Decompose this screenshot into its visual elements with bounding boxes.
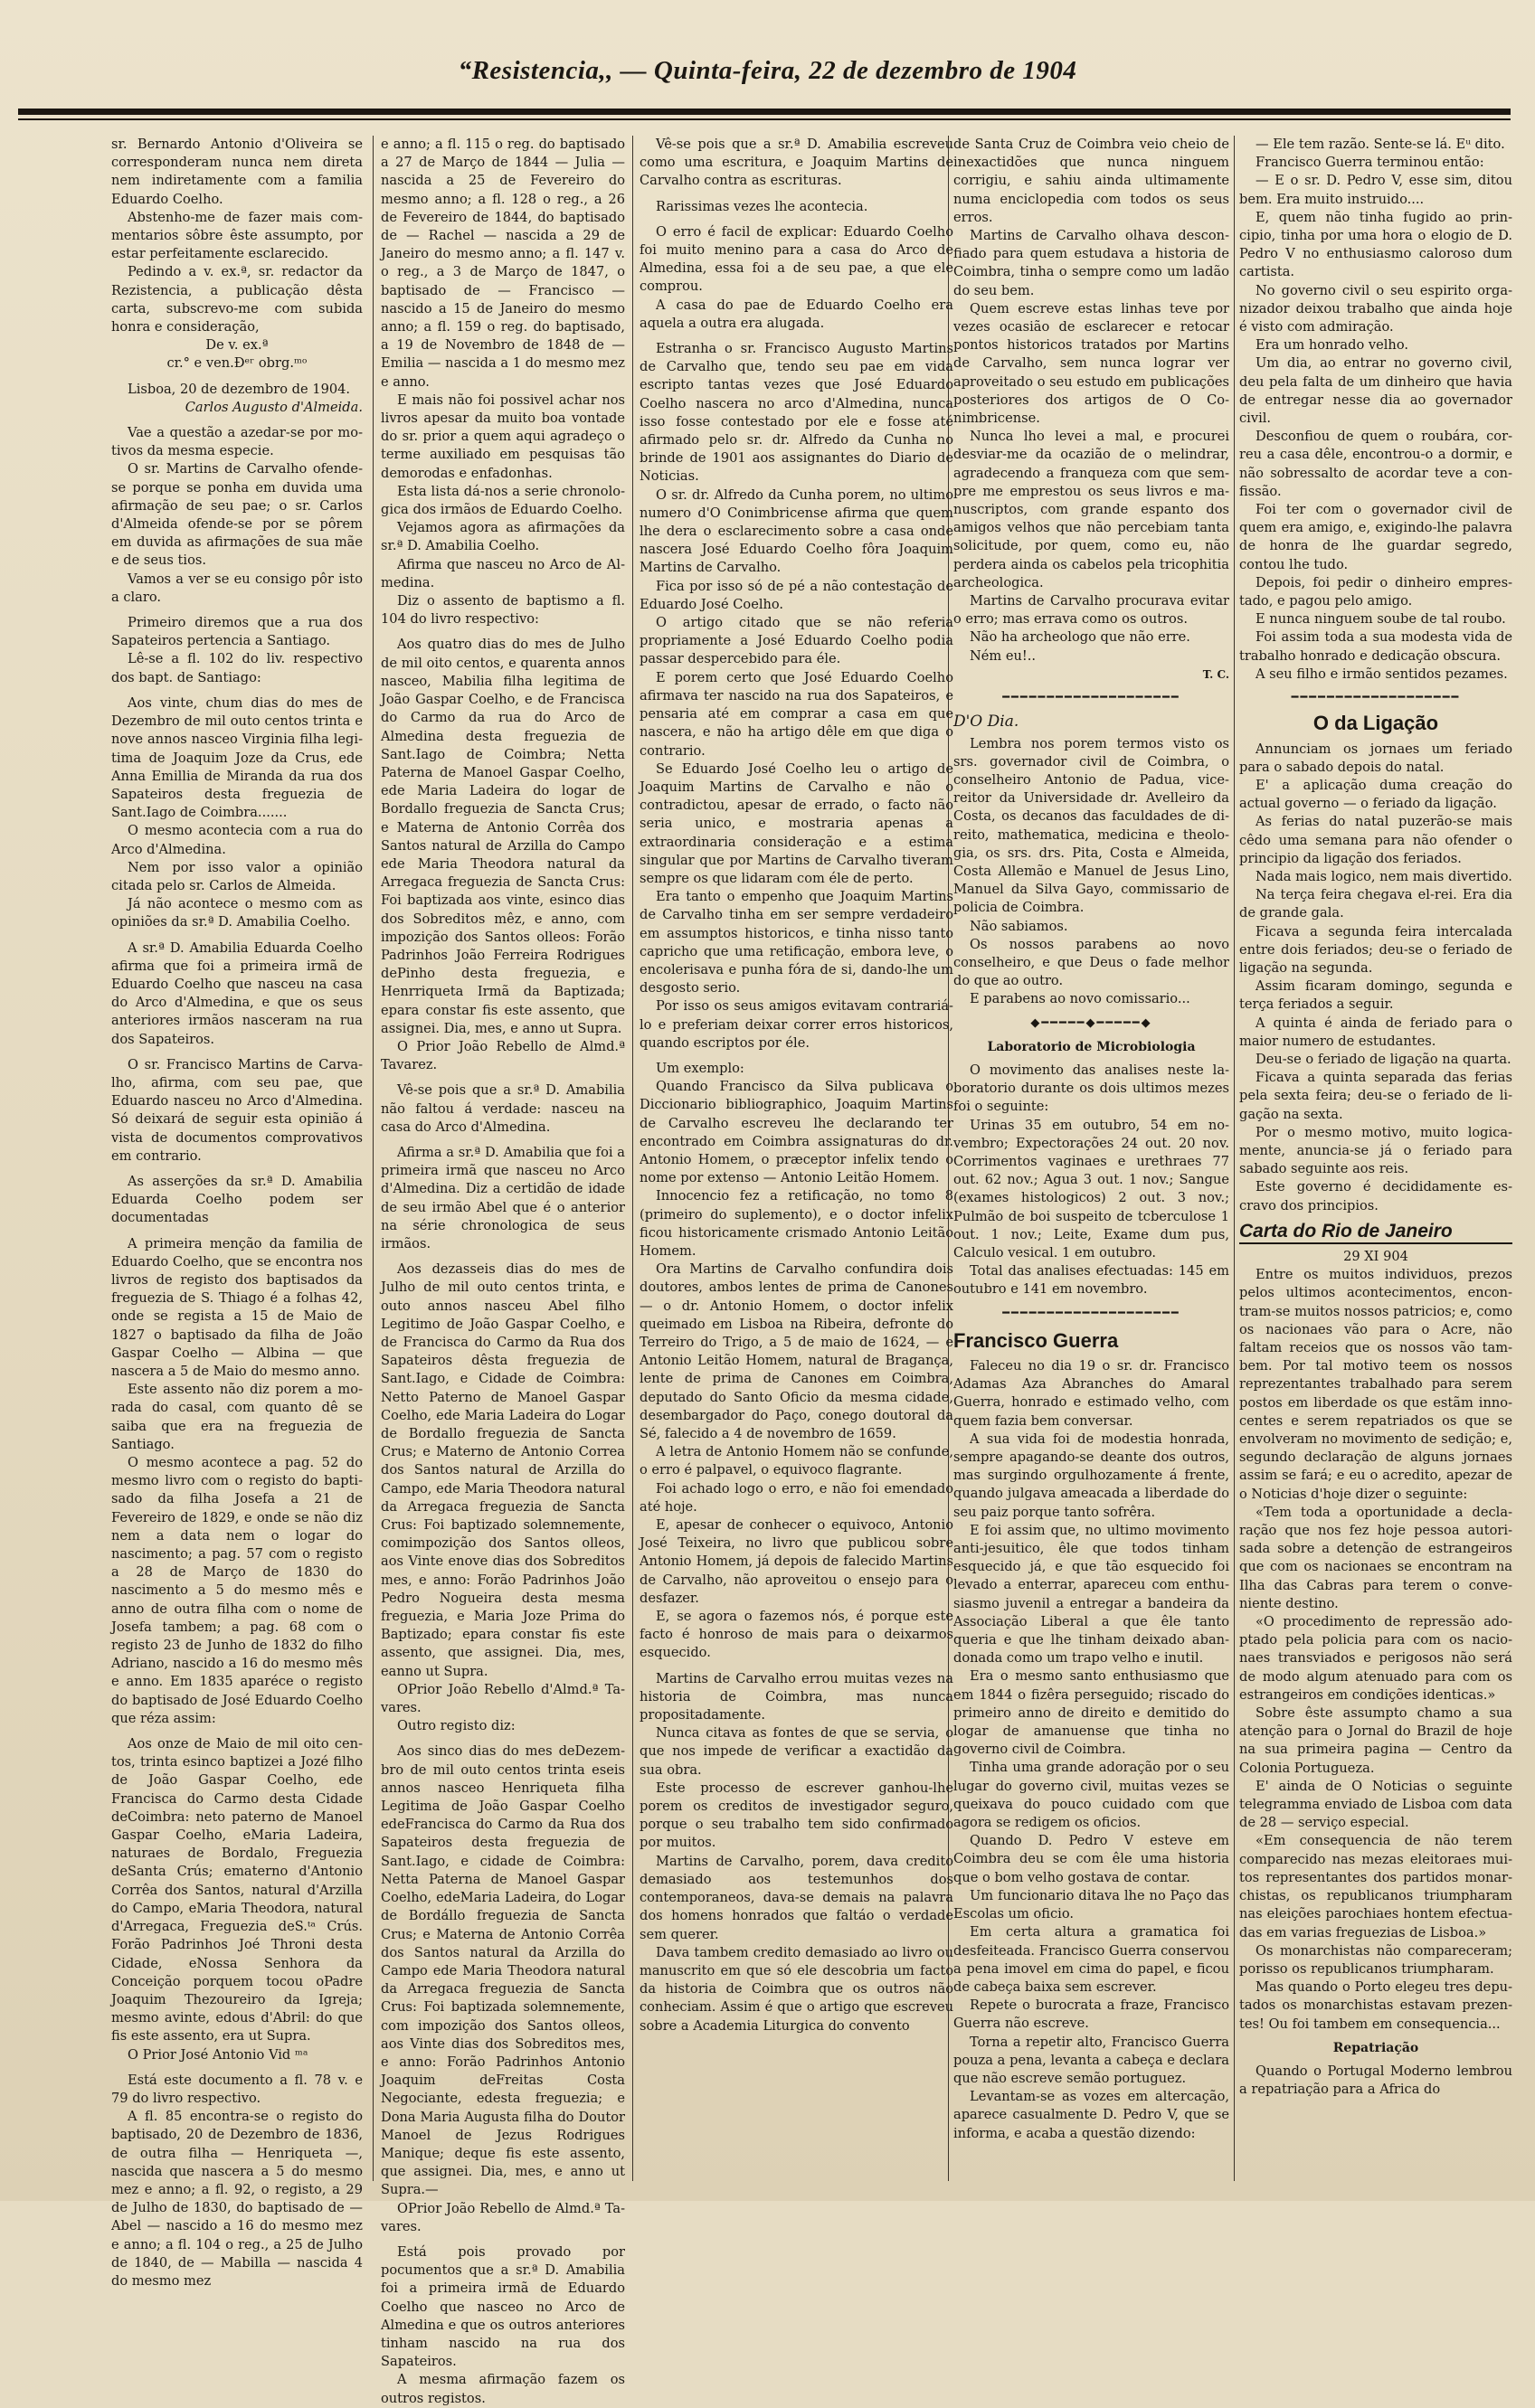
- paragraph: Foi ter com o governador civil de quem era amigo, e, exigindo-lhe palavra de honra de lhe guardar segredo, contou lhe tudo.: [1239, 502, 1512, 572]
- quoted-record: Aos onze de Maio de mil oito centos, trinta esinco baptizei a Jozé filho de João Gaspar Coelho, ede Francisca do Carmo desta Cidade deCoimbra: neto paterno de Manoel Gaspar Coelho, eMaria Ladeira, naturaes de Bordalo, Freguezia deSanta Crús; ematerno d'Antonio Corrêa dos Santos, natural d'Arzilla do Campo, eMaria Theodora, natural d'Arregaca, Freguezia deS.ᵗᵃ Crús. Forão Padrinhos Joé Throni desta Cidade, eNossa Senhora da Conceição porquem tocou oPadre Joaquim Thezoureiro da Igreja; mesmo avinte, edous d'Abril: do que fis este assento, era ut Supra.: [111, 1736, 363, 2044]
- paragraph: E foi assim que, no ultimo movimento anti-jesuitico, êle que todos tinham esquecido já, e que tão esquecido foi levado a enterrar, apareceu com enthusiasmo juvenil a entregar a bandeira da Associação Liberal a que êle tanto queria e que lhe tinham deixado abandonada como um trapo velho e inutil.: [953, 1522, 1229, 1667]
- paragraph: Martins de Carvalho errou muitas vezes na historia de Coimbra, mas nunca propositadamente.: [640, 1670, 953, 1723]
- paragraph: «Em consequencia de não terem comparecido nas mezas eleitoraes muitos representantes dos partidos monarchistas, os republicanos triumpharam nas eleições parochiaes hontem efectuadas em varias freguezias de Lisboa.»: [1239, 1833, 1512, 1941]
- paragraph: E nunca ninguem soube de tal roubo.: [1255, 611, 1506, 628]
- paragraph: Ora Martins de Carvalho confundira dois doutores, ambos lentes de prima de Canones — o dr. Antonio Homem, o doctor infelix queimado em Lisboa na Ribeira, defronte do Terreiro do Trigo, a 5 de maio de 1624, — e Antonio Leitão Homem, natural de Bragança, lente de prima de Canones em Coimbra, deputado do Santo Oficio da mesma cidade, desembargador do Paço, conego doutoral da Sé, falecido a 4 de novembro de 1659.: [640, 1261, 953, 1442]
- paragraph: Os monarchistas não compareceram; porisso os republicanos triumpharam.: [1239, 1942, 1512, 1977]
- header-rule-thin: [18, 118, 1511, 120]
- section-ornament: ━━━━━━━━━━━━━━━━━━━━: [1002, 691, 1180, 705]
- record-signature: OPrior João Rebello de Almd.ª Tavares.: [381, 2200, 625, 2234]
- paragraph: Diz o assento de baptismo a fl. 104 do livro respectivo:: [381, 593, 625, 628]
- paragraph: Martins de Carvalho procurava evitar o erro; mas errava como os outros.: [953, 593, 1229, 628]
- paragraph: Repete o burocrata a fraze, Francisco Guerra não escreve.: [953, 1997, 1229, 2032]
- dateline: Lisboa, 20 de dezembro de 1904.: [128, 381, 351, 397]
- paragraph: Afirma a sr.ª D. Amabilia que foi a primeira irmã que nasceu no Arco d'Almedina. Diz a certidão de idade de seu irmão Abel que é o anterior na série chronologica de seus irmãos.: [381, 1144, 625, 1251]
- closing-line: cr.° e ven.Ðᵉʳ obrg.ᵐᵒ: [166, 355, 308, 372]
- paragraph: Vê-se pois que a sr.ª D. Amabilia escreveu como uma escritura, e Joaquim Martins de Carvalho contra as escrituras.: [640, 137, 953, 189]
- masthead: “Resistencia,, — Quinta-feira, 22 de dezembro de 1904: [458, 56, 1077, 85]
- paragraph: Mas quando o Porto elegeu tres deputados os monarchistas estavam prezentes! Ou foi tambem em consequencia...: [1239, 1979, 1512, 2032]
- paragraph: Ficava a segunda feira intercalada entre dois feriados; deu-se o feriado de ligação na segunda.: [1239, 923, 1512, 976]
- paragraph: A casa do pae de Eduardo Coelho era aquela a outra era alugada.: [640, 297, 953, 331]
- column-5: [1239, 136, 1512, 2181]
- paragraph: Quem escreve estas linhas teve por vezes ocasião de esclarecer e retocar pontos historicos tratados por Martins de Carvalho, sem nunca lograr ver aproveitado o seu estudo em publicações posteriores dos artigos de O Conimbricense.: [953, 300, 1229, 427]
- paragraph: A letra de Antonio Homem não se confunde, o erro é palpavel, o equivoco flagrante.: [640, 1444, 953, 1478]
- paragraph: A sr.ª D. Amabilia Eduarda Coelho afirma que foi a primeira irmã de Eduardo Coelho que nasceu na casa do Arco d'Almedina, e que os seus anteriores irmãos nasceram na rua dos Sapateiros.: [111, 940, 363, 1047]
- paragraph: Ficava a quinta separada das ferias pela sexta feira; deu-se o feriado de ligação na sexta.: [1239, 1070, 1512, 1122]
- paragraph: Tinha uma grande adoração por o seu lugar do governo civil, muitas vezes se queixava do pouco cuidado com que agora se redigem os oficios.: [953, 1760, 1229, 1831]
- paragraph: sr. Bernardo Antonio d'Oliveira se corresponderam nunca nem direta nem indiretamente com a familia Eduardo Coelho.: [111, 137, 363, 207]
- column-divider: [632, 136, 633, 2181]
- paragraph: Total das analises efectuadas: 145 em outubro e 141 em novembro.: [953, 1263, 1229, 1298]
- paragraph: Dava tambem credito demasiado ao livro ou manuscrito em que só ele descobria um facto da historia de Coimbra que os outros não conheciam. Assim é que o artigo que escreveu sobre a Academia Liturgica do convento: [640, 1944, 953, 2034]
- paragraph: Afirma que nasceu no Arco de Almedina.: [381, 556, 625, 590]
- column-divider: [373, 136, 374, 2181]
- paragraph: Nunca lho levei a mal, e procurei desviar-me da ocazião de o melindrar, agradecendo a franqueza com que sempre me emprestou os seus livros e manuscriptos, com grande espanto dos amigos velhos que não percebiam tanta solicitude, por quem, como eu, não perdera ainda os cabelos pela tricophitia archeologica.: [953, 429, 1229, 590]
- paragraph: Rarissimas vezes lhe acontecia.: [656, 198, 868, 214]
- column-1: [111, 136, 363, 2289]
- paragraph: «O procedimento de repressão adoptado pela policia para com os nacionaes transviados e perigosos não será de modo algum atenuado para com os estrangeiros em condições identicas.»: [1239, 1614, 1512, 1703]
- paragraph: Martins de Carvalho olhava desconfiado para quem estudava a historia de Coimbra, tinha o sempre como um ladão do seu bem.: [953, 228, 1229, 298]
- paragraph: Este processo de escrever ganhou-lhe porem os creditos de investigador seguro, porque o seu trabalho tem sido confirmado por muitos.: [640, 1780, 953, 1851]
- dateline: 29 XI 904: [1343, 1248, 1408, 1264]
- paragraph: Foi assim toda a sua modesta vida de trabalho honrado e dedicação obscura.: [1239, 629, 1512, 664]
- record-signature: O Prior João Rebello de Almd.ª Tavarez.: [381, 1038, 625, 1073]
- paragraph: Francisco Guerra terminou então:: [1255, 155, 1484, 171]
- paragraph: Está este documento a fl. 78 v. e 79 do livro respectivo.: [111, 2072, 363, 2106]
- paragraph: Nem por isso valor a opinião citada pelo sr. Carlos de Almeida.: [111, 859, 363, 893]
- section-heading: Carta do Rio de Janeiro: [1239, 1223, 1512, 1244]
- paragraph: Vamos a ver se eu consigo pôr isto a claro.: [111, 571, 363, 605]
- paragraph: Sobre êste assumpto chamo a sua atenção para o Jornal do Brazil de hoje na sua primeira pagina — Centro da Colonia Portugueza.: [1239, 1705, 1512, 1776]
- paragraph: Os nossos parabens ao novo conselheiro, e que Deus o fade melhor do que ao outro.: [953, 936, 1229, 989]
- paragraph: Não sabiamos.: [970, 918, 1068, 934]
- paragraph: Lembra nos porem termos visto os srs. governador civil de Coimbra, o conselheiro Antonio de Padua, vice-reitor da Universidade dr. Avelleiro da Costa, os decanos das faculdades de direito, mathematica, medicina e theologia, os srs. drs. Pita, Costa e Almeida, Costa Allemão e Manuel de Jesus Lino, Manuel da Silva Gayo, commissario de policia de Coimbra.: [953, 735, 1229, 916]
- paragraph: Um exemplo:: [656, 1060, 744, 1076]
- paragraph: e anno; a fl. 115 o reg. do baptisado a 27 de Março de 1844 — Julia — nascida a 25 de Fevereiro do mesmo anno; a fl. 128 o reg., a 26 de Fevereiro de 1844, do baptisado de — Rachel — nascida a 29 de Janeiro do mesmo anno; a fl. 147 v. o reg., a 3 de Março de 1847, o baptisado de — Francisco — nascido a 15 de Janeiro do mesmo anno; a fl. 159 o reg. do baptisado, a 19 de Novembro de 1848 de — Emilia — nascida a 1 do mesmo mez e anno.: [381, 137, 625, 390]
- paragraph: O artigo citado que se não referia propriamente a José Eduardo Coelho podia passar despercebido para éle.: [640, 615, 953, 667]
- paragraph: A mesma afirmação fazem os outros registos.: [381, 2372, 625, 2406]
- section-heading: O da Ligação: [1312, 712, 1439, 735]
- paragraph: Vê-se pois que a sr.ª D. Amabilia não faltou á verdade: nasceu na casa do Arco d'Almedina.: [381, 1082, 625, 1135]
- paragraph: Innocencio fez a retificação, no tomo 8 (primeiro do suplemento), e o doctor infelix ficou historicamente crismado Antonio Leitão Homem.: [640, 1188, 953, 1259]
- paragraph: Fica por isso só de pé a não contestação de Eduardo José Coelho.: [640, 578, 953, 612]
- paragraph: Está pois provado por pocumentos que a sr.ª D. Amabilia foi a primeira irmã de Eduardo Coelho que nasceo no Arco de Almedina e que os outros anteriores tinham nascido na rua dos Sapateiros.: [381, 2243, 625, 2370]
- paragraph: E' a aplicação duma creação do actual governo — o feriado da ligação.: [1239, 777, 1512, 812]
- paragraph: Era o mesmo santo enthusiasmo que em 1844 o fizêra perseguido; riscado do primeiro anno de direito e demitido do logar de amanuense que tinha no governo civil de Coimbra.: [953, 1668, 1229, 1758]
- paragraph: — E o sr. D. Pedro V, esse sim, ditou bem. Era muito instruido....: [1239, 173, 1512, 207]
- paragraph: Entre os muitos individuos, prezos pelos ultimos acontecimentos, encontram-se muitos nossos patricios; e, como os nacionaes vão para o Acre, não faltam receios que os nossos vão tambem. Por tal motivo teem os nossos reprezentantes trabalhado para serem postos em liberdade os que estãm innocentes e serem repatriados os que se envolveram no movimento de sedição; e, segundo declaração de alguns jornaes assim se fará; e eu o acredito, apezar de o Noticias d'hoje dizer o seguinte:: [1239, 1267, 1512, 1502]
- paragraph: Vae a questão a azedar-se por motivos da mesma especie.: [111, 425, 363, 459]
- paragraph: Pedindo a v. ex.ª, sr. redactor da Rezistencia, a publicação dêsta carta, subscrevo-me com subida honra e consideração,: [111, 264, 363, 335]
- paragraph: E mais não foi possivel achar nos livros apesar da muito boa vontade do sr. prior a quem aqui agradeço o terme auxiliado em pesquisas tão demorodas e enfadonhas.: [381, 392, 625, 481]
- author-initials: T. C.: [1202, 667, 1229, 681]
- paragraph: Annunciam os jornaes um feriado para o sabado depois do natal.: [1239, 741, 1512, 775]
- paragraph: E, apesar de conhecer o equivoco, Antonio José Teixeira, no livro que publicou sobre Antonio Homem, já depois de falecido Martins de Carvalho, não aproveitou o ensejo para o desfazer.: [640, 1517, 953, 1606]
- section-ornament: ━━━━━━━━━━━━━━━━━━━: [1291, 691, 1461, 705]
- paragraph: Não ha archeologo que não erre.: [970, 629, 1190, 646]
- paragraph: Já não acontece o mesmo com as opiniões da sr.ª D. Amabilia Coelho.: [111, 896, 363, 930]
- paragraph: A primeira menção da familia de Eduardo Coelho, que se encontra nos livros de registo dos baptisados da freguezia de S. Thiago é a folhas 42, onde se regista a 15 de Maio de 1827 o baptisado da filha de João Gaspar Coelho — Albina — que nascera a 5 de Maio do mesmo anno.: [111, 1235, 363, 1379]
- paragraph: A seu filho e irmão sentidos pezames.: [1255, 666, 1508, 682]
- quoted-record: Aos sinco dias do mes deDezembro de mil outo centos trinta eseis annos nasceo Henriqueta filha Legitima de João Gaspar Coelho edeFrancisca do Carmo da Rua dos Sapateiros desta freguezia de Sant.Iago, e cidade de Coimbra: Netta Paterna de Manoel Gaspar Coelho, edeMaria Ladeira, do Logar de Bordállo freguezia de Sancta Crus; e Materna de Antonio Corrêa dos Santos natural da Arzilla do Campo ede Maria Theodora natural da Arregaca freguezia de Sancta Crus: Foi baptizada solemnemente, com impozição dos Santos olleos, aos Vinte dias dos Sobreditos mes, e anno: Forão Padrinhos Antonio Joaquim deFreitas Costa Negociante, edesta freguezia; e Dona Maria Augusta filha do Doutor Manoel de Jezus Rodrigues Manique; deque fis este assento, que assignei. Dia, mes, e anno ut Supra.—: [381, 1743, 625, 2198]
- paragraph: Ném eu!..: [970, 647, 1037, 664]
- paragraph: O mesmo acontecia com a rua do Arco d'Almedina.: [111, 823, 363, 857]
- paragraph: Primeiro diremos que a rua dos Sapateiros pertencia a Santiago.: [111, 615, 363, 649]
- paragraph: As ferias do natal puzerão-se mais cêdo uma semana para não ofender o principio da ligação dos feriados.: [1239, 814, 1512, 866]
- paragraph: Era um honrado velho.: [1255, 337, 1408, 354]
- paragraph: E' ainda de O Noticias o seguinte telegramma enviado de Lisboa com data de 28 — serviço especial.: [1239, 1778, 1512, 1831]
- paragraph: O sr. Martins de Carvalho ofende-se porque se ponha em duvida uma afirmação de seu pae; o sr. Carlos d'Almeida ofende-se por se pôrem em duvida as afirmações de sua mãe e de seus tios.: [111, 461, 363, 569]
- paragraph: E, se agora o fazemos nós, é porque este facto é honroso de mais para o deixarmos esquecido.: [640, 1609, 953, 1661]
- column-2: [381, 136, 625, 2406]
- paragraph: Um funcionario ditava lhe no Paço das Escolas um oficio.: [953, 1887, 1229, 1922]
- paragraph: Lê-se a fl. 102 do liv. respectivo dos bapt. de Santiago:: [111, 651, 363, 685]
- section-heading: Francisco Guerra: [953, 1328, 1119, 1352]
- paragraph: Se Eduardo José Coelho leu o artigo de Joaquim Martins de Carvalho e não o contradictou, apesar de errado, o facto não seria unico, e mostraria apenas a extraordinaria consideração e a estima singular que por Martins de Carvalho tiveram sempre os que lidaram com éle de perto.: [640, 760, 953, 886]
- signature: Carlos Augusto d'Almeida.: [185, 399, 363, 415]
- paragraph: Quando Francisco da Silva publicava o Diccionario bibliographico, Joaquim Martins de Carvalho escreveu lhe declarando ter encontrado em Coimbra assignaturas do dr. Antonio Homem, o præceptor infelix tendo o nome por extenso — Antonio Leitão Homem.: [640, 1079, 953, 1186]
- paragraph: No governo civil o seu espirito organizador deixou trabalho que ainda hoje é visto com admiração.: [1239, 282, 1512, 335]
- paragraph: Nunca citava as fontes de que se servia, o que nos impede de verificar a exactidão da sua obra.: [640, 1725, 953, 1778]
- closing-line: De v. ex.ª: [205, 337, 269, 354]
- paragraph: Martins de Carvalho, porem, dava credito demasiado aos testemunhos dos contemporaneos, dava-se demais na palavra dos homens honrados que faltáo o verdade sem querer.: [640, 1853, 953, 1942]
- record-signature: O Prior José Antonio Vid ᵐᵃ: [128, 2046, 308, 2063]
- paragraph: Vejamos agora as afirmações da sr.ª D. Amabilia Coelho.: [381, 520, 625, 554]
- paragraph: Outro registo diz:: [397, 1718, 516, 1734]
- quoted-record: Aos vinte, chum dias do mes de Dezembro de mil outo centos trinta e nove annos nasceo Virginia filha legitima de Joaquim Joze da Crus, ede Anna Emillia de Miranda da rua dos Sapateiros desta freguezia de Sant.Iago de Coimbra.......: [111, 694, 363, 821]
- quoted-record: Aos dezasseis dias do mes de Julho de mil outo centos trinta, e outo annos nasceu Abel filho Legitimo de João Gaspar Coelho, e de Francisca do Carmo da Rua dos Sapateiros dêsta freguezia de Sant.Iago, e Cidade de Coimbra: Netto Paterno de Manoel Gaspar Coelho, ede Maria Ladeira do Logar de Bordallo freguezia de Sancta Crus; e Materno de Antonio Correa dos Santos natural de Arzilla do Campo, ede Maria Theodora natural da Arregaca freguezia de Sancta Crus: Foi baptizado solemnemente, comimpozição dos Santos olleos, aos Vinte enove dias dos Sobreditos mes, e anno: Forão Padrinhos João Pedro Nogueira desta mesma freguezia, e Maria Joze Prima do Baptizado; epara constar fis este assento, que assignei. Dia, mes, eanno ut Supra.: [381, 1261, 625, 1679]
- paragraph: Nada mais logico, nem mais divertido.: [1255, 868, 1512, 884]
- paragraph: A quinta é ainda de feriado para o maior numero de estudantes.: [1239, 1015, 1512, 1049]
- paragraph: O mesmo acontece a pag. 52 do mesmo livro com o registo do baptisado da filha Josefa a 21 de Fevereiro de 1829, e onde se não diz nem a data nem o logar do nascimento; a pag. 57 com o registo a 28 de Março de 1830 do nascimento a 5 do mesmo mês e anno de outra filha com o nome de Josefa tambem; a pag. 68 com o registo 23 de Junho de 1832 do filho Adriano, nascido a 16 do mesmo mês e anno. Em 1835 aparéce o registo do baptisado de José Eduardo Coelho que réza assim:: [111, 1455, 363, 1726]
- paragraph: A fl. 85 encontra-se o registo do baptisado, 20 de Dezembro de 1836, de outra filha — Henriqueta —, nascida que nascera a 5 do mesmo mez e anno; a fl. 92, o registo, a 29 de Julho de 1830, do baptisado de — Abel — nascido a 16 do mesmo mez e anno; a fl. 104 o reg., a 25 de Julho de 1840, de — Mabilla — nascida 4 do mesmo mez: [111, 2109, 363, 2289]
- paragraph: Esta lista dá-nos a serie chronologica dos irmãos de Eduardo Coelho.: [381, 483, 625, 518]
- section-ornament: ◆━━━━━◆━━━━━◆: [1030, 1015, 1152, 1030]
- header-rule-thick: [18, 109, 1511, 115]
- section-heading: Repatriação: [1332, 2040, 1419, 2055]
- paragraph: Abstenho-me de fazer mais commentarios sôbre êste assumpto, por estar perfeitamente esclarecido.: [111, 209, 363, 262]
- paragraph: O sr. dr. Alfredo da Cunha porem, no ultimo numero d'O Conimbricense afirma que quem lhe dera o esclarecimento sobre a casa onde nascera José Eduardo Coelho fôra Joaquim Martins de Carvalho.: [640, 486, 953, 576]
- paragraph: Na terça feira chegava el-rei. Era dia de grande gala.: [1239, 887, 1512, 921]
- paragraph: Este governo é decididamente escravo dos principios.: [1239, 1179, 1512, 1213]
- paragraph: O movimento das analises neste laboratorio durante os dois ultimos mezes foi o seguinte:: [953, 1062, 1229, 1115]
- paragraph: E, quem não tinha fugido ao principio, tinha por uma hora o elogio de D. Pedro V no enthusiasmo caloroso dum cartista.: [1239, 209, 1512, 280]
- paragraph: Por o mesmo motivo, muito logicamente, anuncia-se já o feriado para sabado seguinte aos reis.: [1239, 1124, 1512, 1177]
- column-4: [953, 136, 1229, 2181]
- record-signature: OPrior João Rebello d'Almd.ª Tavares.: [381, 1681, 625, 1716]
- paragraph: As asserções da sr.ª D. Amabilia Eduarda Coelho podem ser documentadas: [111, 1173, 363, 1226]
- section-heading: Laboratorio de Microbiologia: [987, 1039, 1196, 1054]
- column-divider: [1234, 136, 1235, 2181]
- column-3: [640, 136, 953, 2181]
- section-heading: D'O Dia.: [953, 713, 1019, 732]
- paragraph: Um dia, ao entrar no governo civil, deu pela falta de um dinheiro que havia de entregar nesse dia ao governador civil.: [1239, 355, 1512, 427]
- section-ornament: ━━━━━━━━━━━━━━━━━━━━: [1002, 1306, 1180, 1320]
- paragraph: O sr. Francisco Martins de Carvalho, afirma, com seu pae, que Eduardo nasceu no Arco d'Almedina. Só deixará de seguir esta opinião á vista de documentos comprovativos em contrario.: [111, 1056, 363, 1164]
- paragraph: Quando o Portugal Moderno lembrou a repatriação para a Africa do: [1239, 2063, 1512, 2098]
- paragraph: Foi achado logo o erro, e não foi emendado até hoje.: [640, 1480, 953, 1515]
- paragraph: Quando D. Pedro V esteve em Coimbra deu se com êle uma historia que o bom velho gostava de contar.: [953, 1833, 1229, 1885]
- paragraph: Urinas 35 em outubro, 54 em novembro; Expectorações 24 out. 20 nov. Corrimentos vaginaes e urethraes 77 out. 62 nov.; Agua 3 out. 1 nov.; Sangue (exames histologicos) 2 out. 3 nov.; Pulmão de boi suspeito de tcberculose 1 out. 1 nov.; Leite, Exame dum pus, Calculo vesical. 1 em outubro.: [953, 1117, 1229, 1261]
- paragraph: Deu-se o feriado de ligação na quarta.: [1255, 1051, 1511, 1067]
- paragraph: Era tanto o empenho que Joaquim Martins de Carvalho tinha em ser sempre verdadeiro em assumptos historicos, e tinha nisso tanto capricho que uma retificação, embora leve, o encolerisava e punha fóra de si, dando-lhe um desgosto serio.: [640, 889, 953, 996]
- paragraph: Desconfiou de quem o roubára, correu a casa dêle, encontrou-o a dormir, e não sobressalto de acordar teve a confissão.: [1239, 429, 1512, 499]
- paragraph: Faleceu no dia 19 o sr. dr. Francisco Adamas Aza Abranches do Amaral Guerra, honrado e estimado velho, com quem fazia bem conversar.: [953, 1358, 1229, 1429]
- paragraph: Assim ficaram domingo, segunda e terça feriados a seguir.: [1239, 978, 1512, 1013]
- paragraph: Por isso os seus amigos evitavam contrariá-lo e preferiam deixar correr erros historicos, quando escriptos por éle.: [640, 998, 953, 1051]
- paragraph: — Ele tem razão. Sente-se lá. Eᵘ dito.: [1255, 137, 1505, 152]
- paragraph: Levantam-se as vozes em altercação, aparece casualmente D. Pedro V, que se informa, e acaba a questão dizendo:: [953, 2089, 1229, 2141]
- paragraph: E parabens ao novo comissario...: [970, 991, 1190, 1007]
- paragraph: Torna a repetir alto, Francisco Guerra pouza a pena, levanta a cabeça e declara que não escreve semão portuguez.: [953, 2034, 1229, 2086]
- quoted-record: Aos quatro dias do mes de Julho de mil oito centos, e quarenta annos nasceo, Mabilia filha legitima de João Gaspar Coelho, e de Francisca do Carmo da rua do Arco de Almedina desta freguezia de Sant.Iago de Coimbra; Netta Paterna de Manoel Gaspar Coelho, ede Maria Ladeira do logar de Bordallo freguezia de Sancta Crus; e Materna de Antonio Corrêa dos Santos natural de Arzilla do Campo ede Maria Theodora natural da Arregaca freguezia de Sancta Crus: Foi baptizada aos vinte, esinco dias dos Sobreditos mêz, e anno, com impozição dos Santos olleos: Forão Padrinhos João Ferreira Rodrigues dePinho desta freguezia, e Henrriqueta Irmã da Baptizada; epara constar fis este assento, que assignei. Dia, mes, e anno ut Supra.: [381, 637, 625, 1036]
- paragraph: de Santa Cruz de Coimbra veio cheio de inexactidões que nunca ninguem corrigiu, e sahiu ainda ultimamente numa enciclopedia com todos os seus erros.: [953, 137, 1229, 225]
- paragraph: «Tem toda a oportunidade a declaração que nos fez hoje pessoa autorisada sobre a detenção de estrangeiros que com os nacionaes se encontram na Ilha das Cabras para terem o conveniente destino.: [1239, 1504, 1512, 1611]
- paragraph: A sua vida foi de modestia honrada, sempre apagando-se deante dos outros, mas surgindo orgulhozamente á frente, quando julgava ameacada a liberdade do seu paiz porque tanto sofrêra.: [953, 1431, 1229, 1520]
- paragraph: Estranha o sr. Francisco Augusto Martins de Carvalho que, tendo seu pae em vida escripto tantas vezes que José Eduardo Coelho nascera no arco d'Almedina, nunca isso fosse contestado por ele e fosse até afirmado pelo sr. dr. Alfredo da Cunha no brinde de 1901 aos assignantes do Diario de Noticias.: [640, 341, 953, 485]
- paragraph: Este assento não diz porem a morada do casal, com quanto dê se saiba que era na freguezia de Santiago.: [111, 1382, 363, 1452]
- paragraph: Em certa altura a gramatica foi desfeiteada. Francisco Guerra conservou a pena imovel em cima do papel, e ficou de cabeça baixa sem escrever.: [953, 1924, 1229, 1995]
- paragraph: O erro é facil de explicar: Eduardo Coelho foi muito menino para a casa do Arco de Almedina, essa foi a de seu pae, a que ele comprou.: [640, 223, 953, 295]
- paragraph: E porem certo que José Eduardo Coelho afirmava ter nascido na rua dos Sapateiros, e pensaria até em comprar a casa em que nascera, e não ha artigo dêle em que diga o contrario.: [640, 669, 953, 759]
- paragraph: Depois, foi pedir o dinheiro emprestado, e pagou pelo amigo.: [1239, 574, 1512, 609]
